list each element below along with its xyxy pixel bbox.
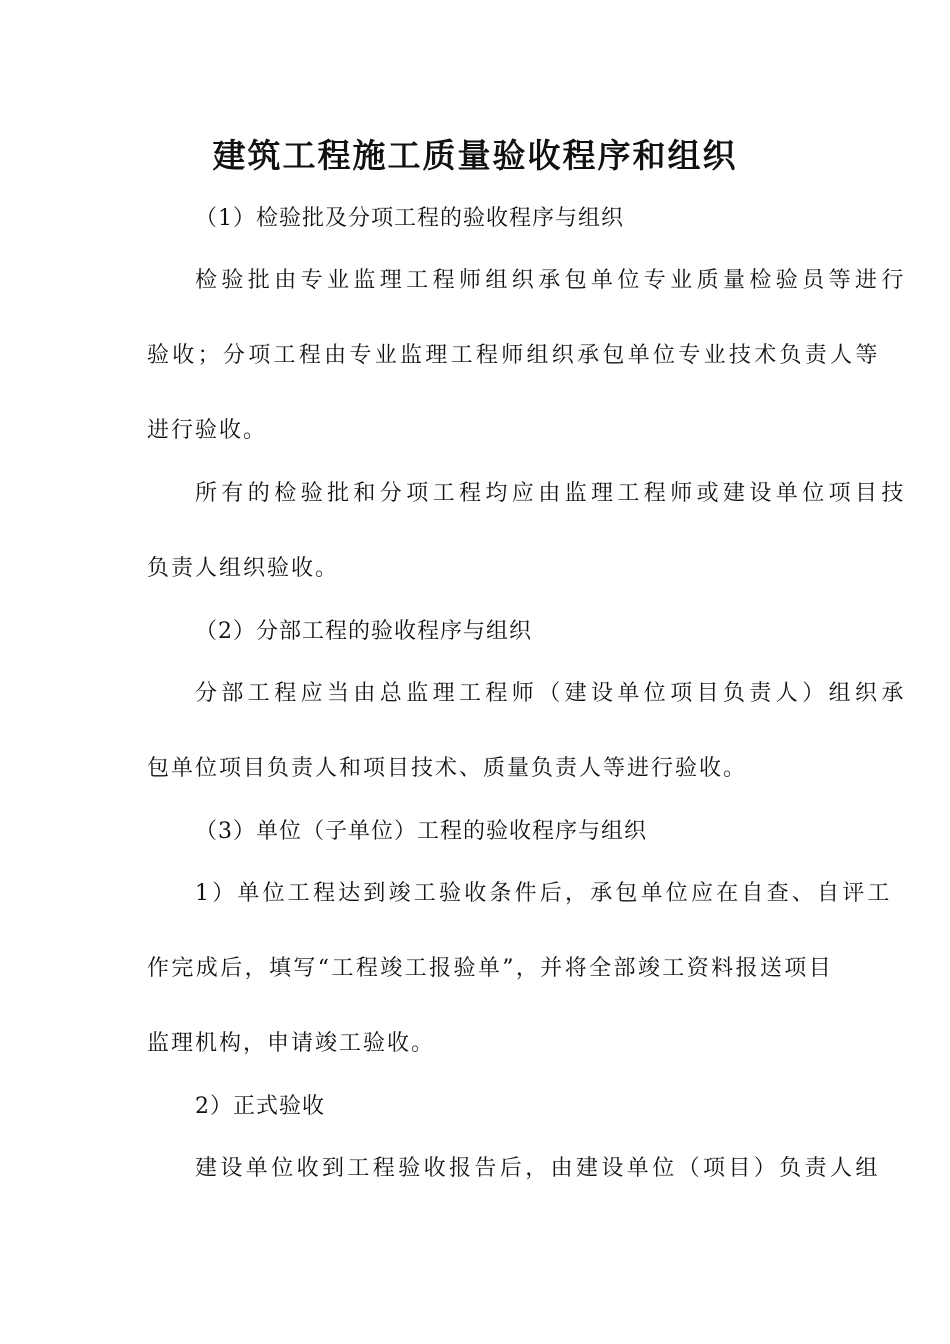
section-heading-1: （1）检验批及分项工程的验收程序与组织 <box>195 206 624 231</box>
paragraph-line: 检验批由专业监理工程师组织承包单位专业质量检验员等进行 <box>195 268 908 293</box>
section-heading-3: （3）单位（子单位）工程的验收程序与组织 <box>195 819 647 844</box>
paragraph-line: 所有的检验批和分项工程均应由监理工程师或建设单位项目技 <box>195 481 908 506</box>
document-title: 建筑工程施工质量验收程序和组织 <box>212 136 738 175</box>
paragraph-line: 包单位项目负责人和项目技术、质量负责人等进行验收。 <box>147 756 748 781</box>
paragraph-line: 监理机构，申请竣工验收。 <box>147 1031 436 1056</box>
subsection-heading: 2）正式验收 <box>195 1094 325 1119</box>
paragraph-line: 验收；分项工程由专业监理工程师组织承包单位专业技术负责人等 <box>147 343 881 368</box>
paragraph-line: 进行验收。 <box>147 418 268 443</box>
section-heading-2: （2）分部工程的验收程序与组织 <box>195 619 532 644</box>
paragraph-line: 分部工程应当由总监理工程师（建设单位项目负责人）组织承 <box>195 681 908 706</box>
paragraph-line: 作完成后，填写“工程竣工报验单”，并将全部竣工资料报送项目 <box>147 956 834 981</box>
paragraph-line: 1）单位工程达到竣工验收条件后，承包单位应在自查、自评工 <box>195 881 893 906</box>
paragraph-line: 建设单位收到工程验收报告后，由建设单位（项目）负责人组 <box>195 1156 881 1181</box>
paragraph-line: 负责人组织验收。 <box>147 556 340 581</box>
